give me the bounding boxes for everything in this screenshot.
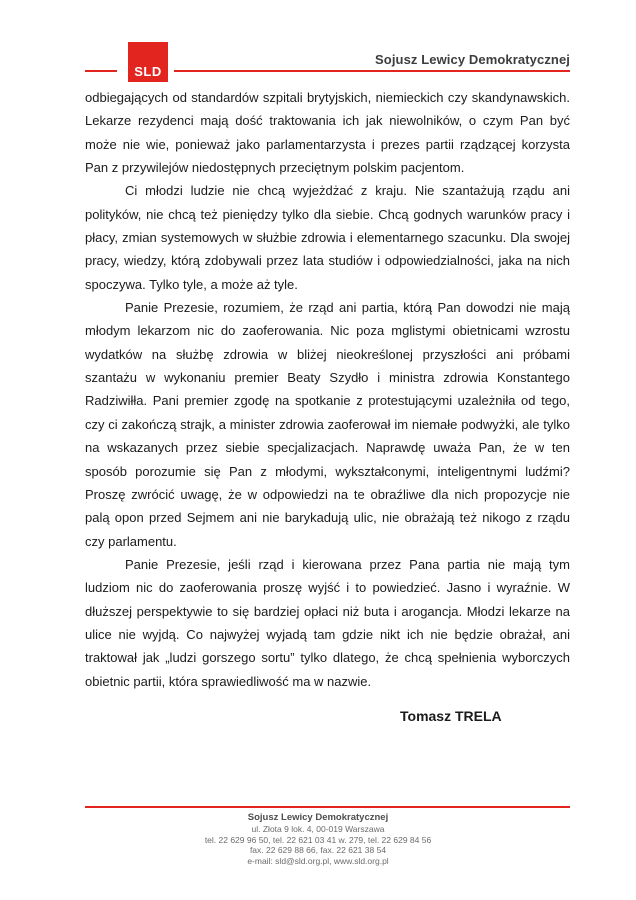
letter-body [85, 86, 570, 693]
footer-address: ul. Złota 9 lok. 4, 00-019 Warszawa [251, 824, 385, 834]
signature: Tomasz TRELA [400, 708, 502, 724]
footer-phones: tel. 22 629 96 50, tel. 22 621 03 41 w. 279, tel. 22 629 84 56 [204, 834, 432, 845]
header-org-name: Sojusz Lewicy Demokratycznej [375, 52, 570, 67]
footer-email-web: e-mail: sld@sld.org.pl, www.sld.org.pl [247, 855, 389, 866]
footer-fax: fax. 22 629 88 66, fax. 22 621 38 54 [249, 845, 387, 855]
footer-org-name: Sojusz Lewicy Demokratycznej [247, 812, 389, 823]
sld-logo-text: SLD [134, 64, 162, 79]
header-rule-right [174, 70, 570, 72]
footer [0, 812, 636, 866]
paragraph: Ci młodzi ludzie nie chcą wyjeżdżać z kraju. Nie szantażują rządu ani polityków, nie chcą też pieniędzy tylko dla siebie. Chcą godnych warunków pracy i płacy, zmian systemowych w służbie zdrowia i elementarnego szacunku. Dla swojej pracy, wiedzy, którą zdobywali przez lata studiów i odpowiedzialności, jaka na nich spoczywa. Tylko tyle, a może aż tyle. [85, 183, 570, 292]
footer-rule [85, 806, 570, 808]
paragraph: Panie Prezesie, jeśli rząd i kierowana przez Pana partia nie mają tym ludziom nic do zaoferowania proszę wyjść i to powiedzieć. Jasno i wyraźnie. W dłuższej perspektywie to się bardziej opłaci niż buta i arogancja. Młodzi lekarze na ulice nie wyjdą. Co najwyżej wyjadą tam gdzie nikt ich nie będzie obrażał, ani traktował jak „ludzi gorszego sortu” tylko dlatego, że chcą spełnienia wyborczych obietnic partii, która sprawiedliwość ma w nazwie. [85, 556, 570, 689]
paragraph: Panie Prezesie, rozumiem, że rząd ani partia, którą Pan dowodzi nie mają młodym lekarzom nic do zaoferowania. Nic poza mglistymi obietnicami wzrostu wydatków na służbę zdrowia w bliżej nieokreślonej przyszłości ani próbami szantażu w wykonaniu premier Beaty Szydło i ministra zdrowia Konstantego Radziwiłła. Pani premier zgodę na spotkanie z protestującymi uzależniła od tego, czy ci zakończą strajk, a minister zdrowia zaoferował im niemałe podwyżki, ale tylko na wskazanych przez siebie specjalizacjach. Naprawdę uważa Pan, że w ten sposób porozumie się Pan z młodymi, wykształconymi, inteligentnymi ludźmi? Proszę zwrócić uwagę, że w odpowiedzi na te obraźliwe dla nich propozycje nie palą opon przed Sejmem ani nie barykadują ulic, nie obrażają też nikogo z rządu czy parlamentu. [85, 300, 570, 549]
sld-logo [128, 42, 168, 82]
paragraph-continuation: odbiegających od standardów szpitali brytyjskich, niemieckich czy skandynawskich. Lekarze rezydenci mają dość traktowania ich jak niewolników, o czym Pan być może nie wie, ponieważ jako parlamentarzysta i prezes partii rządzącej korzysta Pan z przywilejów niedostępnych przeciętnym polskim pacjentom. [85, 90, 570, 176]
header-rule-left [85, 70, 117, 72]
